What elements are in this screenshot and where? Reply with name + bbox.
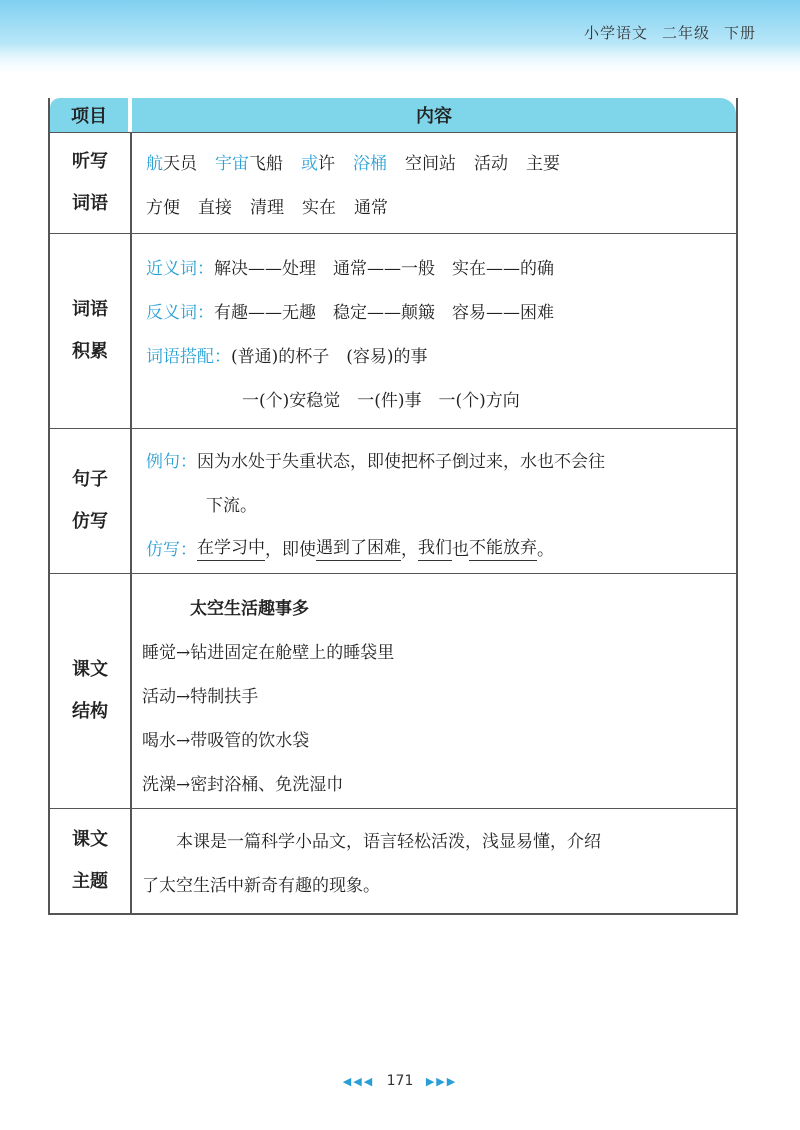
structure-content — [132, 574, 736, 808]
row-label-vocabulary — [50, 234, 132, 428]
antonyms-line — [146, 288, 726, 332]
word: 空间站 — [405, 153, 456, 174]
col-content-header: 内容 — [132, 98, 736, 132]
imitation-text: 也 — [452, 539, 469, 560]
row-label-theme — [50, 809, 132, 913]
structure-item: 活动→特制扶手 — [142, 686, 259, 707]
imitation-line — [146, 525, 726, 569]
example-text-2: 下流。 — [206, 495, 257, 516]
label-line: 积累 — [72, 341, 108, 362]
page-number: 171 — [386, 1073, 414, 1089]
word: 直接 — [198, 197, 232, 218]
row-dictation — [50, 132, 736, 233]
imitation-text: 。 — [537, 539, 554, 560]
col-item-header: 项目 — [50, 98, 132, 132]
example-text: 因为水处于失重状态，即使把杯子倒过来，水也不会往 — [197, 451, 605, 472]
antonyms-text: 有趣——无趣 稳定——颠簸 容易——困难 — [214, 302, 554, 323]
example-line-2 — [146, 481, 726, 525]
header-volume: 下册 — [723, 24, 756, 42]
dictation-line-1 — [146, 139, 726, 183]
label-line: 结构 — [72, 701, 108, 722]
word: 活动 — [474, 153, 508, 174]
word: 方便 — [146, 197, 180, 218]
header-subject: 小学语文 — [583, 24, 648, 42]
dictation-content — [132, 133, 736, 233]
word: 飞船 — [249, 153, 283, 174]
structure-item: 睡觉→钻进固定在舱壁上的睡袋里 — [142, 642, 395, 663]
structure-item: 洗澡→密封浴桶、免洗湿巾 — [142, 774, 344, 795]
word: 主要 — [526, 153, 560, 174]
fill-blank: 在学习中 — [197, 533, 265, 561]
imitation-label: 仿写： — [146, 539, 197, 560]
row-sentence — [50, 428, 736, 573]
antonyms-label: 反义词： — [146, 302, 214, 323]
sentence-content — [132, 429, 736, 573]
example-line — [146, 437, 726, 481]
row-label-sentence — [50, 429, 132, 573]
word: 天员 — [163, 153, 197, 174]
collocation-text-2: 一(个)安稳觉 一(件)事 一(个)方向 — [242, 390, 520, 411]
collocation-label: 词语搭配： — [146, 346, 231, 367]
label-line: 仿写 — [72, 511, 108, 532]
example-label: 例句： — [146, 451, 197, 472]
label-line: 听写 — [72, 151, 108, 172]
structure-title: 太空生活趣事多 — [190, 598, 309, 619]
row-vocabulary — [50, 233, 736, 428]
fill-blank: 遇到了困难 — [316, 533, 401, 561]
fill-blank: 不能放弃 — [469, 533, 537, 561]
theme-content — [132, 809, 736, 913]
label-line: 主题 — [72, 871, 108, 892]
label-line: 词语 — [72, 193, 108, 214]
imitation-text: ， — [401, 539, 418, 560]
word: 或 — [301, 153, 318, 174]
collocation-text: (普通)的杯子 (容易)的事 — [231, 346, 428, 367]
table-header — [50, 98, 736, 132]
word: 实在 — [302, 197, 336, 218]
synonyms-label: 近义词： — [146, 258, 214, 279]
next-arrows-icon: ▶▶▶ — [425, 1075, 458, 1088]
word: 许 — [318, 153, 335, 174]
label-line: 课文 — [72, 659, 108, 680]
label-line: 词语 — [72, 299, 108, 320]
fill-blank: 我们 — [418, 533, 452, 561]
synonyms-line — [146, 244, 726, 288]
running-header — [570, 22, 756, 43]
synonyms-text: 解决——处理 通常——一般 实在——的确 — [214, 258, 554, 279]
row-theme — [50, 808, 736, 913]
word: 航 — [146, 153, 163, 174]
vocabulary-content — [132, 234, 736, 428]
word: 宇宙 — [215, 153, 249, 174]
prev-arrows-icon: ◀◀◀ — [342, 1075, 375, 1088]
label-line: 句子 — [72, 469, 108, 490]
header-grade: 二年级 — [661, 24, 710, 42]
structure-item: 喝水→带吸管的饮水袋 — [142, 730, 310, 751]
word: 清理 — [250, 197, 284, 218]
page-footer — [0, 1073, 800, 1089]
summary-table — [48, 98, 738, 915]
word: 通常 — [354, 197, 388, 218]
collocation-line — [146, 332, 726, 376]
row-label-dictation — [50, 133, 132, 233]
imitation-text: ，即使 — [265, 539, 316, 560]
row-label-structure — [50, 574, 132, 808]
row-structure — [50, 573, 736, 808]
word: 浴桶 — [353, 153, 387, 174]
collocation-line-2 — [146, 376, 726, 420]
theme-line-1: 本课是一篇科学小品文，语言轻松活泼，浅显易懂，介绍 — [176, 831, 601, 852]
label-line: 课文 — [72, 829, 108, 850]
theme-line-2: 了太空生活中新奇有趣的现象。 — [142, 875, 380, 896]
dictation-line-2 — [146, 183, 726, 227]
